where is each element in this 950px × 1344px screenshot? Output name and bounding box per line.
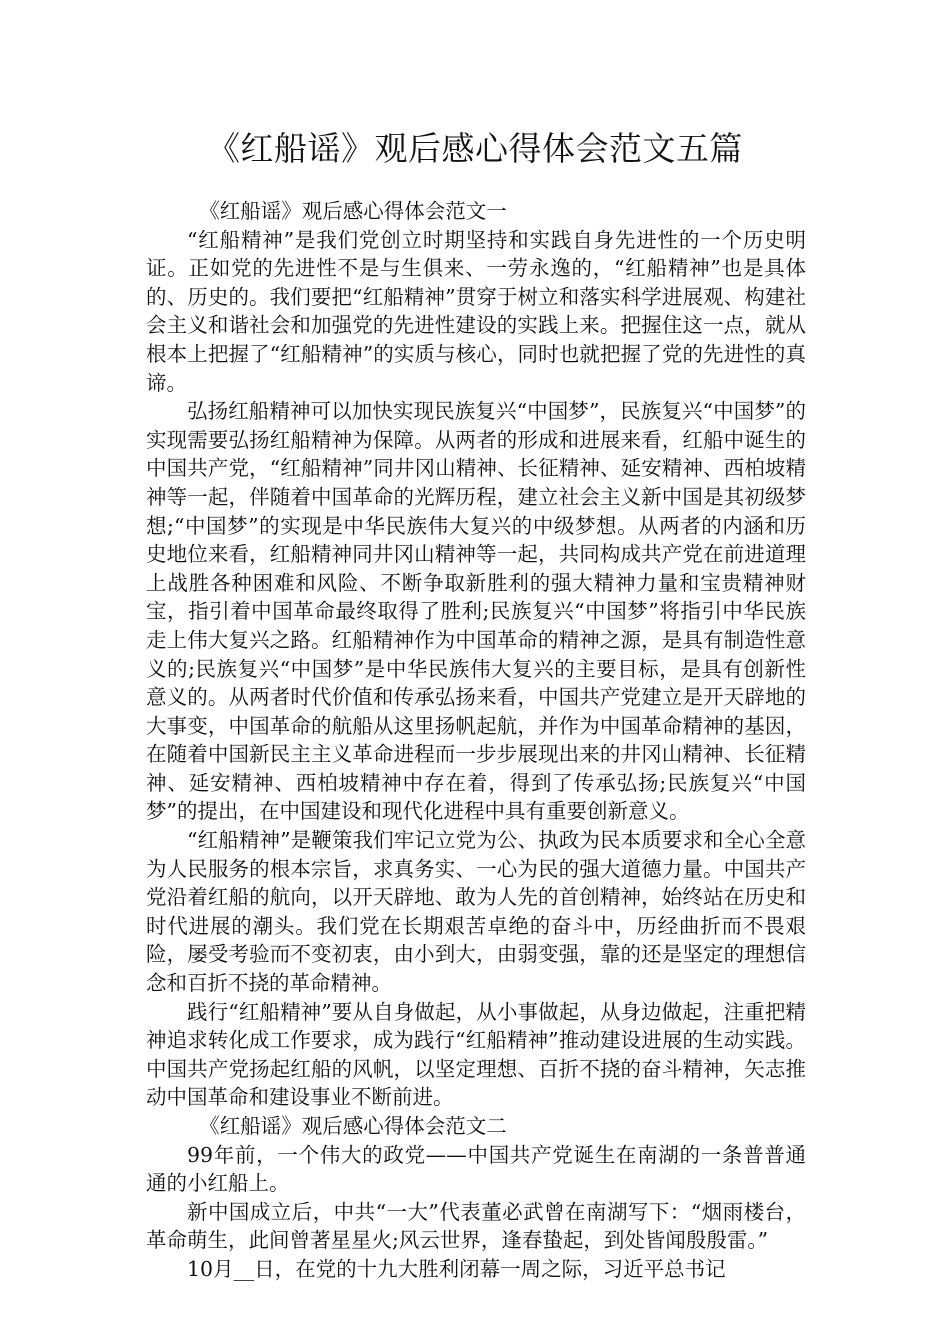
body-paragraph: “红船精神”是我们党创立时期坚持和实践自身先进性的一个历史明证。正如党的先进性不是与生俱来、一劳永逸的，“红船精神”也是具体的、历史的。我们要把“红船精神”贯穿于树立和落实科学进展观、构建社会主义和谐社会和加强党的先进性建设的实践上来。把握住这一点，就从根本上把握了“红船精神”的实质与核心，同时也就把握了党的先进性的真谛。 [146,227,806,395]
body-paragraph: “红船精神”是鞭策我们牢记立党为公、执政为民本质要求和全心全意为人民服务的根本宗旨，求真务实、一心为民的强大道德力量。中国共产党沿着红船的航向，以开天辟地、敢为人先的首创精神，始终站在历史和时代进展的潮头。我们党在长期艰苦卓绝的奋斗中，历经曲折而不畏艰险，屡受考验而不变初衷，由小到大，由弱变强，靠的还是坚定的理想信念和百折不挠的革命精神。 [146,828,806,996]
body-paragraph: 新中国成立后，中共“一大”代表董必武曾在南湖写下：“烟雨楼台，革命萌生，此间曾著星星火;风云世界，逢春蛰起，到处皆闻殷殷雷。” [146,1199,806,1253]
document-title: 《红船谣》观后感心得体会范文五篇 [207,129,743,168]
body-paragraph: 弘扬红船精神可以加快实现民族复兴“中国梦”，民族复兴“中国梦”的实现需要弘扬红船精神为保障。从两者的形成和进展来看，红船中诞生的中国共产党，“红船精神”同井冈山精神、长征精神、延安精神、西柏坡精神等一起，伴随着中国革命的光辉历程，建立社会主义新中国是其初级梦想;“中国梦”的实现是中华民族伟大复兴的中级梦想。从两者的内涵和历史地位来看，红船精神同井冈山精神等一起，共同构成共产党在前进道理上战胜各种困难和风险、不断争取新胜利的强大精神力量和宝贵精神财宝，指引着中国革命最终取得了胜利;民族复兴“中国梦”将指引中华民族走上伟大复兴之路。红船精神作为中国革命的精神之源，是具有制造性意义的;民族复兴“中国梦”是中华民族伟大复兴的主要目标，是具有创新性意义的。从两者时代价值和传承弘扬来看，中国共产党建立是开天辟地的大事变，中国革命的航船从这里扬帆起航，并作为中国革命精神的基因，在随着中国新民主主义革命进程而一步步展现出来的井冈山精神、长征精神、延安精神、西柏坡精神中存在着，得到了传承弘扬;民族复兴“中国梦”的提出，在中国建设和现代化进程中具有重要创新意义。 [146,399,806,824]
document-body [146,197,806,1284]
section-heading: 《红船谣》观后感心得体会范文一 [199,199,507,223]
body-paragraph: 10月__日，在党的十九大胜利闭幕一周之际，习近平总书记 [187,1256,726,1281]
body-paragraph: 践行“红船精神”要从自身做起，从小事做起，从身边做起，注重把精神追求转化成工作要求，成为践行“红船精神”推动建设进展的生动实践。中国共产党扬起红船的风帆，以坚定理想、百折不挠的奋斗精神，矢志推动中国革命和建设事业不断前进。 [146,999,806,1110]
body-paragraph: 99年前，一个伟大的政党——中国共产党诞生在南湖的一条普普通通的小红船上。 [146,1142,806,1196]
section-heading: 《红船谣》观后感心得体会范文二 [199,1114,507,1138]
